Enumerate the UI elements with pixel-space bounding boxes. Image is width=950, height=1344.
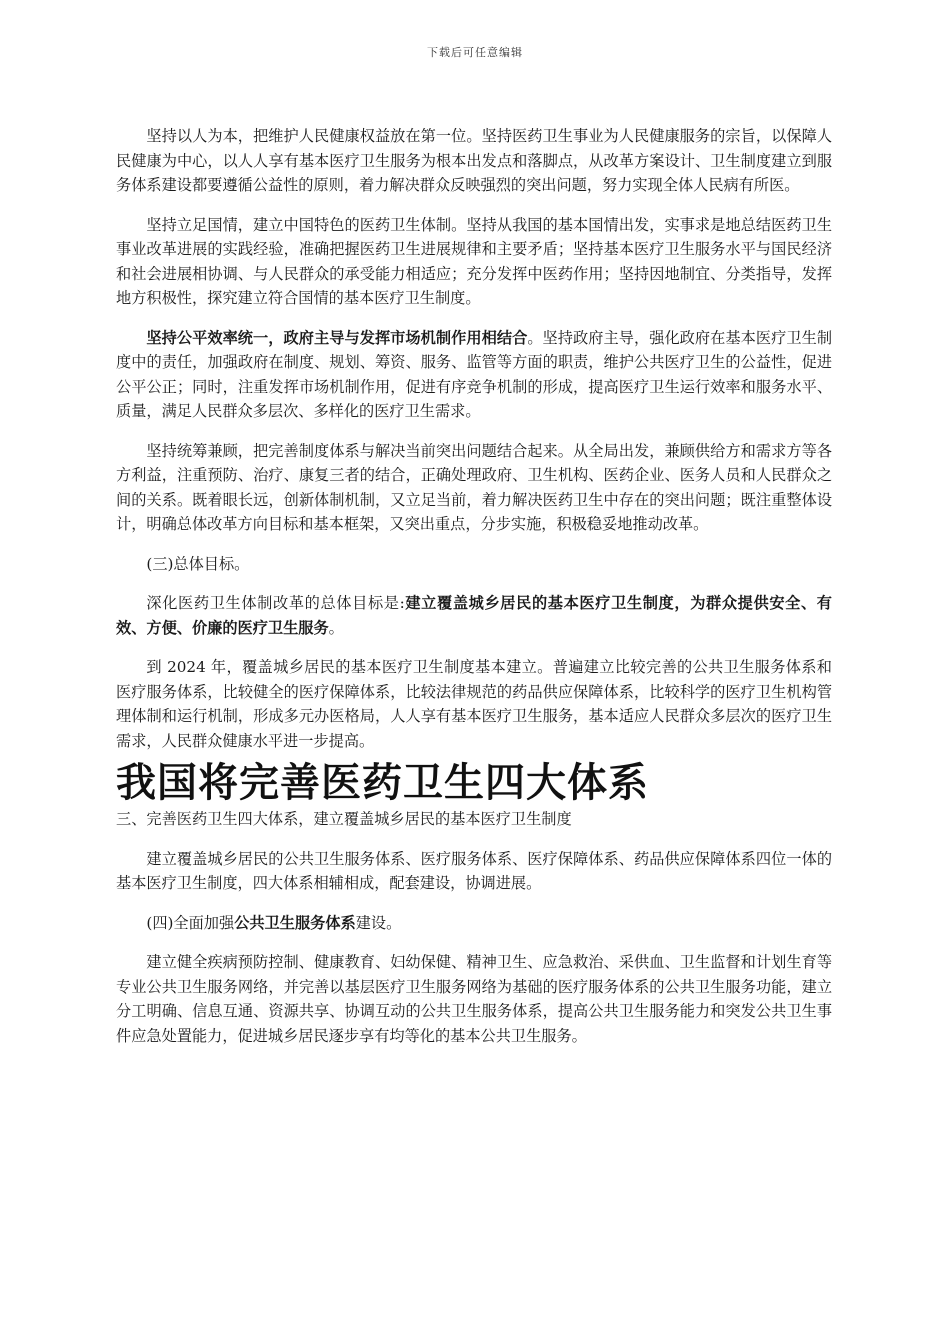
paragraph-fairness-efficiency bbox=[116, 326, 832, 424]
section-heading-public-health-bold: 公共卫生服务体系 bbox=[234, 913, 356, 932]
paragraph-fairness-efficiency-rest: 。坚持政府主导，强化政府在基本医疗卫生制度中的责任，加强政府在制度、规划、筹资、服务、监管等方面的职责，维护公共医疗卫生的公益性，促进公平公正；同时，注重发挥市场机制作用，促进有序竞争机制的形成，提高医疗卫生运行效率和服务水平、质量，满足人民群众多层次、多样化的医疗卫生需求。 bbox=[116, 328, 833, 420]
paragraph-fairness-efficiency-bold: 坚持公平效率统一，政府主导与发挥市场机制作用相结合 bbox=[146, 328, 528, 347]
paragraph-2024-target: 到 2024 年，覆盖城乡居民的基本医疗卫生制度基本建立。普遍建立比较完善的公共卫生服务体系和医疗服务体系，比较健全的医疗保障体系，比较法律规范的药品供应保障体系，比较科学的医疗卫生机构管理体制和运行机制，形成多元办医格局，人人享有基本医疗卫生服务，基本适应人民群众多层次的医疗卫生需求，人民群众健康水平进一步提高。 bbox=[116, 658, 832, 750]
section-subheading: 三、完善医药卫生四大体系，建立覆盖城乡居民的基本医疗卫生制度 bbox=[116, 810, 572, 828]
paragraph-public-health-network: 建立健全疾病预防控制、健康教育、妇幼保健、精神卫生、应急救治、采供血、卫生监督和计划生育等专业公共卫生服务网络，并完善以基层医疗卫生服务网络为基础的医疗服务体系的公共卫生服务功能，建立分工明确、信息互通、资源共享、协调互动的公共卫生服务体系，提高公共卫生服务能力和突发公共卫生事件应急处置能力，促进城乡居民逐步享有均等化的基本公共卫生服务。 bbox=[116, 953, 832, 1045]
paragraph-overall-planning: 坚持统筹兼顾，把完善制度体系与解决当前突出问题结合起来。从全局出发，兼顾供给方和需求方等各方利益，注重预防、治疗、康复三者的结合，正确处理政府、卫生机构、医药企业、医务人员和人民群众之间的关系。既着眼长远，创新体制机制，又立足当前，着力解决医药卫生中存在的突出问题；既注重整体设计，明确总体改革方向目标和基本框架，又突出重点，分步实施，积极稳妥地推动改革。 bbox=[116, 441, 832, 533]
paragraph-overall-goal-post: 。 bbox=[328, 618, 344, 637]
paragraph-overall-goal-bold: 建立覆盖城乡居民的基本医疗卫生制度，为群众提供安全、有效、方便、价廉的医疗卫生服务 bbox=[116, 594, 832, 637]
big-title: 我国将完善医药卫生四大体系 bbox=[116, 760, 649, 806]
section-heading-public-health-post: 建设。 bbox=[355, 913, 402, 932]
header-note: 下载后可任意编辑 bbox=[427, 46, 523, 59]
section-heading-overall-goal: (三)总体目标。 bbox=[146, 554, 250, 573]
paragraph-four-systems: 建立覆盖城乡居民的公共卫生服务体系、医疗服务体系、医疗保障体系、药品供应保障体系四位一体的基本医疗卫生制度，四大体系相辅相成，配套建设，协调进展。 bbox=[116, 849, 832, 892]
document-body bbox=[116, 124, 832, 1048]
paragraph-people-oriented: 坚持以人为本，把维护人民健康权益放在第一位。坚持医药卫生事业为人民健康服务的宗旨，以保障人民健康为中心，以人人享有基本医疗卫生服务为根本出发点和落脚点，从改革方案设计、卫生制度建立到服务体系建设都要遵循公益性的原则，着力解决群众反映强烈的突出问题，努力实现全体人民病有所医。 bbox=[116, 127, 832, 194]
section-heading-public-health bbox=[116, 911, 832, 936]
section-heading-public-health-pre: (四)全面加强 bbox=[146, 913, 235, 932]
paragraph-overall-goal bbox=[116, 591, 832, 640]
paragraph-national-conditions: 坚持立足国情，建立中国特色的医药卫生体制。坚持从我国的基本国情出发，实事求是地总结医药卫生事业改革进展的实践经验，准确把握医药卫生进展规律和主要矛盾；坚持基本医疗卫生服务水平与国民经济和社会进展相协调、与人民群众的承受能力相适应；充分发挥中医药作用；坚持因地制宜、分类指导，发挥地方积极性，探究建立符合国情的基本医疗卫生制度。 bbox=[116, 215, 832, 307]
paragraph-overall-goal-pre: 深化医药卫生体制改革的总体目标是: bbox=[146, 594, 405, 612]
